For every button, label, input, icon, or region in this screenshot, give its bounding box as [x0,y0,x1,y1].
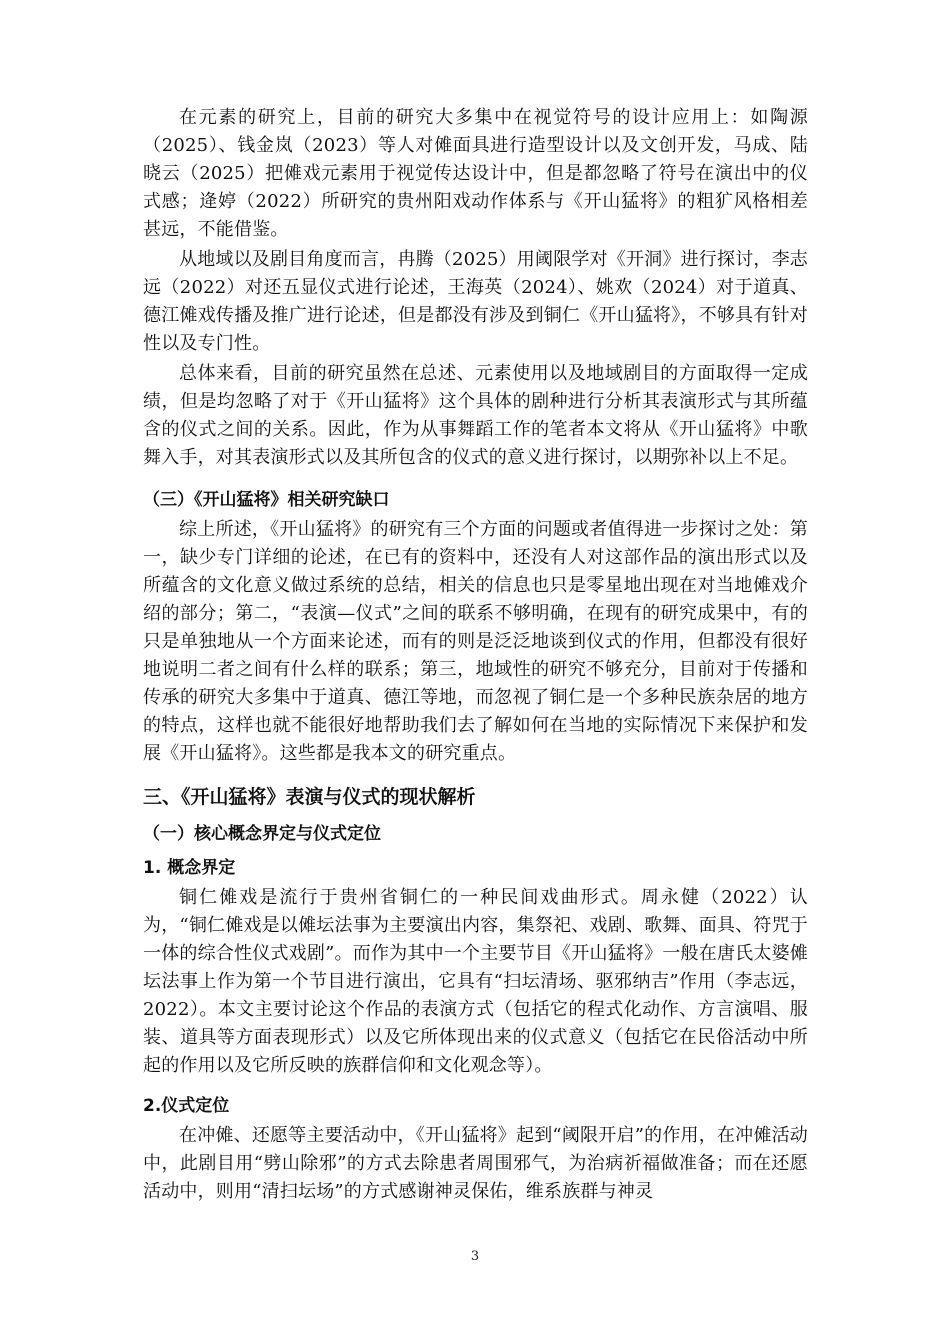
paragraph-elements-research: 在元素的研究上，目前的研究大多集中在视觉符号的设计应用上：如陶源（2025）、钱金岚（2023）等人对傩面具进行造型设计以及文创开发，马成、陆晓云（2025）把傩戏元素用于视觉传达设计中，但是都忽略了符号在演出中的仪式感；逄婷（2022）所研究的贵州阳戏动作体系与《开山猛将》的粗犷风格相差甚远，不能借鉴。 [143,107,808,240]
subsection-title: （一）核心概念界定与仪式定位 [143,824,381,844]
page-number: 3 [470,1249,480,1264]
paragraph-ritual-positioning: 在冲傩、还愿等主要活动中，《开山猛将》起到“阈限开启”的作用，在冲傩活动中，此剧目用“劈山除邪”的方式去除患者周围邪气，为治病祈福做准备；而在还愿活动中，则用“清扫坛场”的方式感谢神灵保佑，维系族群与神灵 [143,1125,808,1202]
section-title: 三、《开山猛将》表演与仪式的现状解析 [143,786,476,808]
paragraph-research-gap: 综上所述，《开山猛将》的研究有三个方面的问题或者值得进一步探讨之处：第一，缺少专门详细的论述，在已有的资料中，还没有人对这部作品的演出形式以及所蕴含的文化意义做过系统的总结，相关的信息也只是零星地出现在对当地傩戏介绍的部分；第二，“表演—仪式”之间的联系不够明确，在现有的研究成果中，有的只是单独地从一个方面来论述，而有的则是泛泛地谈到仪式的作用，但都没有很好地说明二者之间有什么样的联系；第三，地域性的研究不够充分，目前对于传播和传承的研究大多集中于道真、德江等地，而忽视了铜仁是一个多种民族杂居的地方的特点，这样也就不能很好地帮助我们去了解如何在当地的实际情况下来保护和发展《开山猛将》。这些都是我本文的研究重点。 [143,519,808,764]
paragraph-region-repertoire: 从地域以及剧目角度而言，冉腾（2025）用阈限学对《开洞》进行探讨，李志远（2022）对还五显仪式进行论述，王海英（2024）、姚欢（2024）对于道真、德江傩戏传播及推广进行论述，但是都没有涉及到铜仁《开山猛将》，不够具有针对性以及专门性。 [143,249,809,354]
item-2-title: 2.仪式定位 [143,1096,230,1116]
paragraph-summary: 总体来看，目前的研究虽然在总述、元素使用以及地域剧目的方面取得一定成绩，但是均忽略了对于《开山猛将》这个具体的剧种进行分析其表演形式与其所蕴含的仪式之间的关系。因此，作为从事舞蹈工作的笔者本文将从《开山猛将》中歌舞入手，对其表演形式以及其所包含的仪式的意义进行探讨，以期弥补以上不足。 [143,363,808,468]
paragraph-concept-definition: 铜仁傩戏是流行于贵州省铜仁的一种民间戏曲形式。周永健（2022）认为，“铜仁傩戏是以傩坛法事为主要演出内容，集祭祀、戏剧、歌舞、面具、符咒于一体的综合性仪式戏剧”。而作为其中一个主要节目《开山猛将》一般在唐氏太婆傩坛法事上作为第一个节目进行演出，它具有“扫坛清场、驱邪纳吉”作用（李志远，2022）。本文主要讨论这个作品的表演方式（包括它的程式化动作、方言演唱、服装、道具等方面表现形式）以及它所体现出来的仪式意义（包括它在民俗活动中所起的作用以及它所反映的族群信仰和文化观念等）。 [143,887,808,1076]
item-1-title: 1. 概念界定 [143,858,236,878]
heading-research-gap: （三）《开山猛将》相关研究缺口 [143,490,390,510]
